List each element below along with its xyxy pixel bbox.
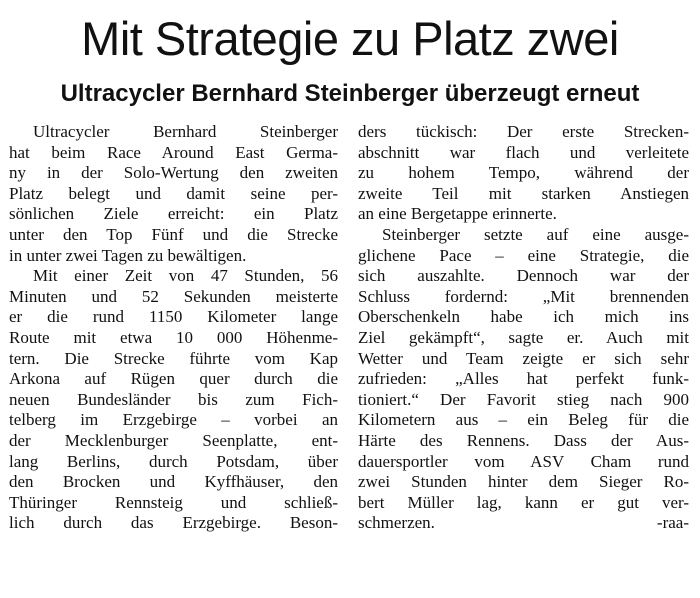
article-text-line: zu hohem Tempo, während der	[358, 163, 689, 183]
article-text-line: Wetter und Team zeigte er sich sehr	[358, 348, 689, 368]
article-text-line: Ultracycler Bernhard Steinberger	[33, 122, 338, 141]
article-text-line: Kilometern aus – ein Beleg für die	[358, 410, 689, 430]
article-text-line: dauersportler vom ASV Cham rund	[358, 451, 689, 471]
article-text-line: lich durch das Erzgebirge. Beson-	[9, 513, 338, 533]
article-text-line: telberg im Erzgebirge – vorbei an	[9, 410, 338, 430]
article-text-line: der Mecklenburger Seenplatte, ent-	[9, 430, 338, 450]
article-text-line: tern. Die Strecke führte vom Kap	[9, 348, 338, 368]
article-text-line: bert Müller lag, kann er gut ver-	[358, 492, 689, 512]
article-text-line: zweite Teil mit starken Anstiegen	[358, 183, 689, 203]
article-text-line: Steinberger setzte auf eine ausge-	[382, 224, 689, 244]
article-text-line: den Brocken und Kyffhäuser, den	[9, 472, 338, 492]
article-text-line: Arkona auf Rügen quer durch die	[9, 369, 338, 389]
article-text-line: unter den Top Fünf und die Strecke	[9, 224, 338, 244]
article-text-line: ny in der Solo-Wertung den zweiten	[9, 163, 338, 183]
article-text-line: lang Berlins, durch Potsdam, über	[9, 451, 338, 471]
article-column-right	[358, 122, 689, 534]
article-text-line: sich auszahlte. Dennoch war der	[358, 266, 689, 286]
article-text-line: sönlichen Ziele erreicht: ein Platz	[9, 204, 338, 224]
article-text-line: Schluss fordernd: „Mit brennenden	[358, 286, 689, 306]
article-text-line: glichene Pace – eine Strategie, die	[358, 245, 689, 265]
article-text-line: in unter zwei Tagen zu bewältigen.	[9, 245, 247, 265]
headline: Mit Strategie zu Platz zwei	[81, 12, 619, 65]
author-tag: -raa-	[656, 513, 689, 533]
article-text-line: Ziel gekämpft“, sagte er. Auch mit	[358, 327, 689, 347]
article-text-line: neuen Bundesländer bis zum Fich-	[9, 389, 338, 409]
article-text-line: tioniert.“ Der Favorit stieg nach 900	[358, 389, 689, 409]
article-text-line: abschnitt war flach und verleitete	[358, 142, 689, 162]
subheadline: Ultracycler Bernhard Steinberger überzeugt erneut	[60, 80, 640, 107]
article-text-line: zufrieden: „Alles hat perfekt funk-	[358, 369, 689, 389]
article-text-line: ders tückisch: Der erste Strecken-	[358, 122, 689, 141]
article-text-line: Thüringer Rennsteig und schließ-	[9, 492, 338, 512]
closing-line: schmerzen.	[358, 513, 435, 533]
article-text-line: hat beim Race Around East Germa-	[9, 142, 338, 162]
article-text-line: Oberschenkeln habe ich mich ins	[358, 307, 689, 327]
article-text-line: Route mit etwa 10 000 Höhenme-	[9, 327, 338, 347]
article-text-line: Minuten und 52 Sekunden meisterte	[9, 286, 338, 306]
article-text-line: er die rund 1150 Kilometer lange	[9, 307, 338, 327]
article-text-line: zwei Stunden hinter dem Sieger Ro-	[358, 472, 689, 492]
article-text-line: Platz belegt und damit seine per-	[9, 183, 338, 203]
article-text-line: an eine Bergetappe erinnerte.	[358, 204, 557, 224]
signoff-row	[358, 513, 689, 534]
article-text-line: Mit einer Zeit von 47 Stunden, 56	[33, 266, 338, 286]
article-text-line: Härte des Rennens. Dass der Aus-	[358, 430, 689, 450]
article-column-left	[9, 122, 338, 534]
